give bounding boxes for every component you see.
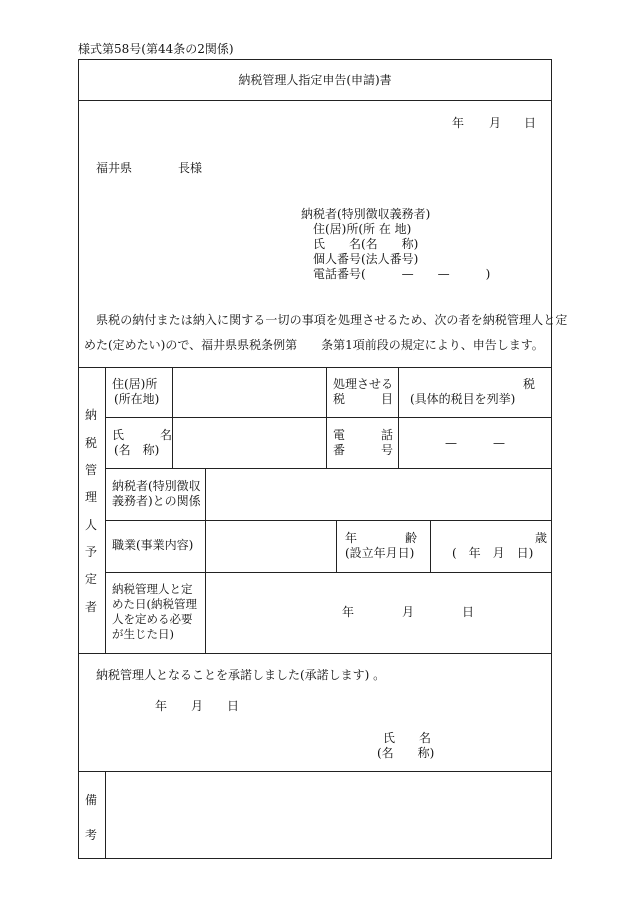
form-number: 様式第58号(第44条の2関係): [78, 42, 234, 56]
taxpayer-address-label: 住(居)所(所 在 地): [313, 222, 412, 236]
tax-item-label: 処理させる: [333, 377, 394, 391]
body-text-line2: めた(定めたい)ので、福井県県税条例第 条第1項前段の規定により、申告します。: [84, 338, 544, 352]
tax-item-label-sub: 税 目: [333, 392, 394, 406]
addressee-suffix: 長様: [178, 161, 203, 175]
body-text-line1: 県税の納付または納入に関する一切の事項を処理させるため、次の者を納税管理人と定: [96, 313, 568, 327]
row-divider: [105, 572, 552, 573]
designee-label-char: 管: [85, 463, 98, 477]
column-divider: [398, 367, 399, 468]
tax-item-suffix: 税: [523, 377, 536, 391]
age-label: 年 齢: [345, 531, 418, 545]
occupation-field[interactable]: [208, 524, 333, 568]
section-divider: [78, 367, 552, 368]
occupation-label: 職業(事業内容): [112, 538, 194, 552]
addressee-prefecture: 福井県: [96, 161, 133, 175]
column-divider: [326, 367, 327, 468]
designee-label-char: 税: [85, 436, 98, 450]
designation-date-label: が生じた日): [112, 627, 174, 641]
tax-item-hint: (具体的税目を列挙): [410, 392, 516, 406]
designee-address-field[interactable]: [175, 371, 323, 415]
title-divider: [78, 100, 552, 101]
taxpayer-id-label: 個人番号(法人番号): [313, 252, 419, 266]
date-month-label: 月: [489, 116, 502, 130]
name-label: 氏 名: [112, 428, 173, 442]
designee-label-char: 予: [85, 545, 98, 559]
section-divider: [78, 653, 552, 654]
designee-label-char: 理: [85, 490, 98, 504]
row-divider: [105, 520, 552, 521]
relation-field[interactable]: [208, 472, 548, 516]
phone-label-sub: 番 号: [333, 443, 394, 457]
taxpayer-heading: 納税者(特別徴収義務者): [301, 207, 431, 221]
remarks-label-char: 備: [85, 793, 98, 807]
taxpayer-name-label: 氏 名(名 称): [313, 237, 419, 251]
founding-date-placeholder: ( 年 月 日): [452, 546, 534, 560]
column-divider: [172, 367, 173, 468]
column-divider: [105, 367, 106, 653]
column-divider: [430, 520, 431, 572]
age-suffix: 歳: [535, 531, 548, 545]
column-divider: [205, 468, 206, 653]
address-label: 住(居)所: [112, 377, 158, 391]
consent-name-label-sub: (名 称): [377, 746, 435, 760]
date-day-label: 日: [524, 116, 537, 130]
designee-label-char: 者: [85, 600, 98, 614]
designee-label-char: 人: [85, 518, 98, 532]
taxpayer-phone-label: 電話番号( — — ): [313, 267, 491, 281]
consent-text: 納税管理人となることを承諾しました(承諾します) 。: [96, 668, 386, 682]
designee-label-char: 定: [85, 572, 98, 586]
phone-placeholder: — —: [444, 436, 505, 450]
phone-label: 電 話: [333, 428, 394, 442]
designee-name-field[interactable]: [175, 421, 323, 465]
form-title: 納税管理人指定申告(申請)書: [238, 73, 392, 87]
column-divider: [105, 771, 106, 859]
date-year-label: 年: [452, 116, 465, 130]
relation-label-sub: 義務者)との関係: [112, 494, 201, 508]
row-divider: [105, 468, 552, 469]
address-label-sub: (所在地): [114, 392, 160, 406]
designation-date-placeholder: 年 月 日: [342, 605, 475, 619]
consent-date: 年 月 日: [155, 699, 240, 713]
designation-date-label: 人を定める必要: [112, 612, 193, 626]
age-label-sub: (設立年月日): [345, 546, 415, 560]
designee-label-char: 納: [85, 408, 98, 422]
designation-date-label: 納税管理人と定: [112, 582, 193, 596]
consent-name-label: 氏 名: [383, 731, 432, 745]
remarks-label-char: 考: [85, 828, 98, 842]
relation-label: 納税者(特別徴収: [112, 479, 201, 493]
section-divider: [78, 771, 552, 772]
remarks-field[interactable]: [109, 775, 549, 855]
designation-date-label: めた日(納税管理: [112, 597, 197, 611]
column-divider: [336, 520, 337, 572]
name-label-sub: (名 称): [114, 443, 160, 457]
